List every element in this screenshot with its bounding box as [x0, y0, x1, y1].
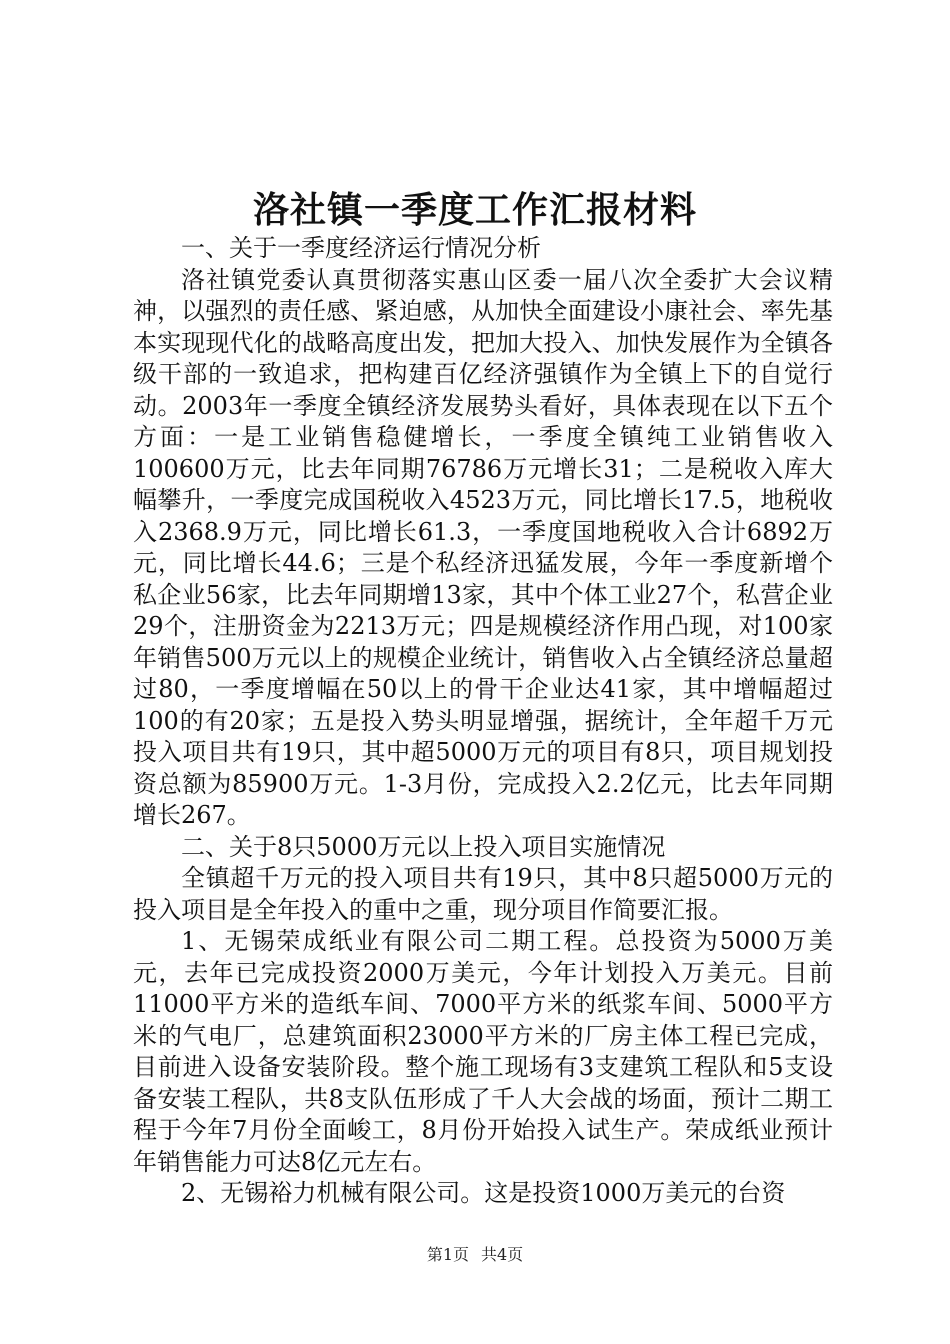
section-heading-1: 一、关于一季度经济运行情况分析 [181, 234, 541, 262]
document-title: 洛社镇一季度工作汇报材料 [252, 189, 697, 231]
page-footer [0, 1245, 950, 1265]
paragraph-economic-analysis: 洛社镇党委认真贯彻落实惠山区委一届八次全委扩大会议精神，以强烈的责任感、紧迫感，从加快全面建设小康社会、率先基本实现现代化的战略高度出发，把加大投入、加快发展作为全镇各级干部的一致追求，把构建百亿经济强镇作为全镇上下的自觉行动。2003年一季度全镇经济发展势头看好，具体表现在以下五个方面：一是工业销售稳健增长，一季度全镇纯工业销售收入100600万元，比去年同期76786万元增长31；二是税收入库大幅攀升，一季度完成国税收入4523万元，同比增长17.5，地税收入2368.9万元，同比增长61.3，一季度国地税收入合计6892万元，同比增长44.6；三是个私经济迅猛发展，今年一季度新增个私企业56家，比去年同期增13家，其中个体工业27个，私营企业29个，注册资金为2213万元；四是规模经济作用凸现，对100家年销售500万元以上的规模企业统计，销售收入占全镇经济总量超过80，一季度增幅在50以上的骨干企业达41家，其中增幅超过100的有20家；五是投入势头明显增强，据统计，全年超千万元投入项目共有19只，其中超5000万元的项目有8只，项目规划投资总额为85900万元。1-3月份，完成投入2.2亿元，比去年同期增长267。 [133, 265, 833, 829]
section-heading-2: 二、关于8只5000万元以上投入项目实施情况 [181, 832, 666, 861]
page-number: 第1页 [426, 1245, 469, 1264]
paragraph-project-2: 2、无锡裕力机械有限公司。这是投资1000万美元的台资 [181, 1179, 786, 1207]
paragraph-projects-overview: 全镇超千万元的投入项目共有19只，其中8只超5000万元的投入项目是全年投入的重中之重，现分项目作简要汇报。 [133, 864, 833, 924]
page-total: 共4页 [481, 1245, 524, 1264]
paragraph-project-1: 1、无锡荣成纸业有限公司二期工程。总投资为5000万美元，去年已完成投资2000万美元，今年计划投入万美元。目前11000平方米的造纸车间、7000平方米的纸浆车间、5000平方米的气电厂，总建筑面积23000平方米的厂房主体工程已完成，目前进入设备安装阶段。整个施工现场有3支建筑工程队和5支设备安装工程队，共8支队伍形成了千人大会战的场面，预计二期工程于今年7月份全面峻工，8月份开始投入试生产。荣成纸业预计年销售能力可达8亿元左右。 [133, 927, 833, 1176]
document-body [133, 233, 833, 1210]
